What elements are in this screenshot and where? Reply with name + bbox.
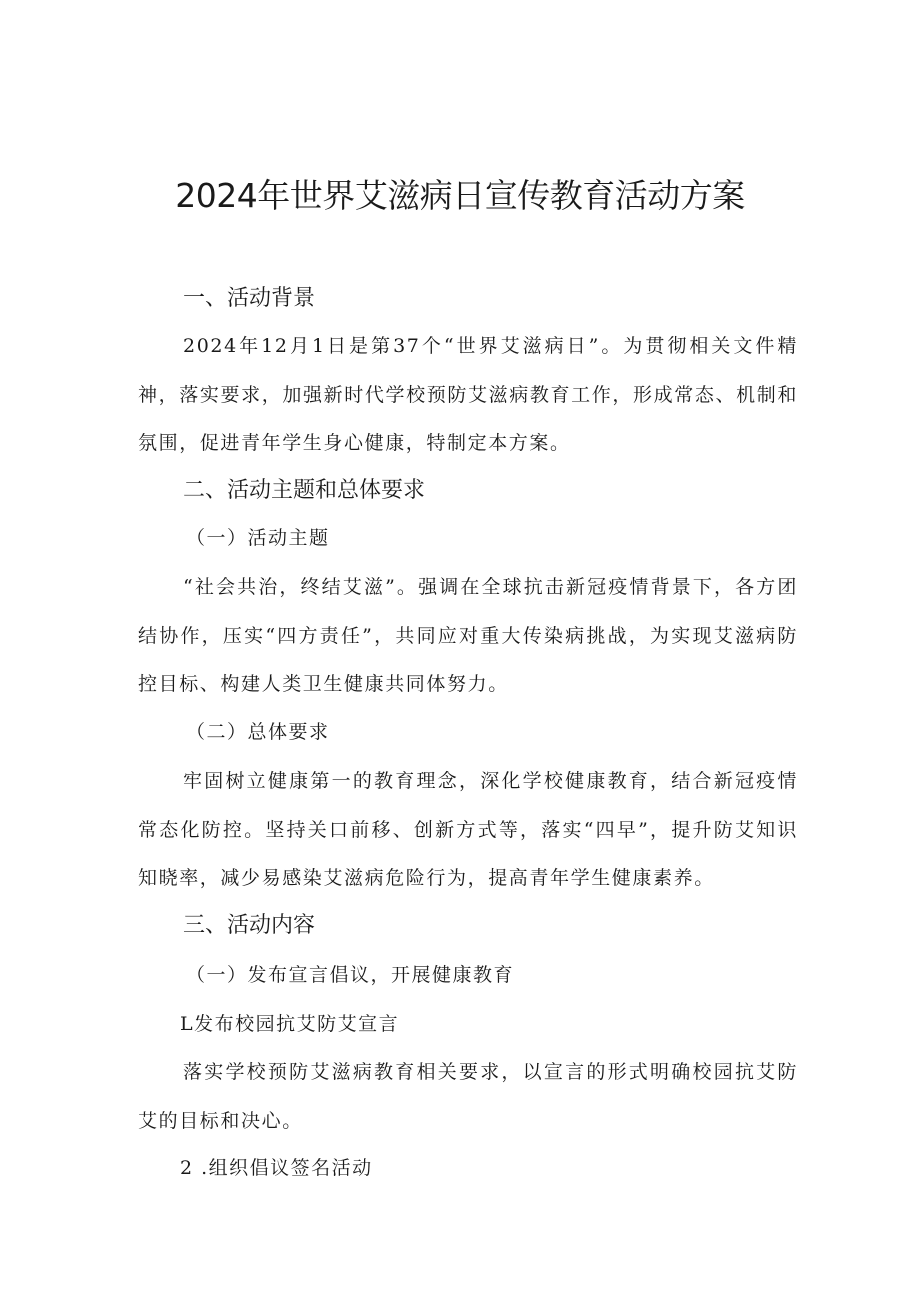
requirements-paragraph: 牢固树立健康第一的教育理念，深化学校健康教育，结合新冠疫情常态化防控。坚持关口前移、创新方式等，落实“四早”，提升防艾知识知晓率，减少易感染艾滋病危险行为，提高青年学生健康素养。	[138, 770, 798, 889]
theme-paragraph: “社会共治，终结艾滋”。强调在全球抗击新冠疫情背景下，各方团结协作，压实“四方责任”，共同应对重大传染病挑战，为实现艾滋病防控目标、构建人类卫生健康共同体努力。	[138, 576, 798, 695]
declaration-paragraph: 落实学校预防艾滋病教育相关要求，以宣言的形式明确校园抗艾防艾的目标和决心。	[138, 1061, 798, 1132]
item-campus-declaration: L发布校园抗艾防艾宣言	[180, 1013, 400, 1035]
subheading-declaration: （一）发布宣言倡议，开展健康教育	[186, 964, 515, 986]
background-paragraph: 2024年12月1日是第37个“世界艾滋病日”。为贯彻相关文件精神，落实要求，加强新时代学校预防艾滋病教育工作，形成常态、机制和氛围，促进青年学生身心健康，特制定本方案。	[138, 335, 798, 454]
document-title: 2024年世界艾滋病日宣传教育活动方案	[175, 176, 745, 215]
item-signature-activity: 2 .组织倡议签名活动	[180, 1157, 373, 1179]
section-heading-background: 一、活动背景	[183, 286, 316, 311]
subheading-requirements: （二）总体要求	[186, 721, 330, 743]
section-heading-theme-requirements: 二、活动主题和总体要求	[183, 478, 426, 503]
section-heading-activities: 三、活动内容	[183, 913, 316, 938]
subheading-theme: （一）活动主题	[186, 527, 330, 549]
